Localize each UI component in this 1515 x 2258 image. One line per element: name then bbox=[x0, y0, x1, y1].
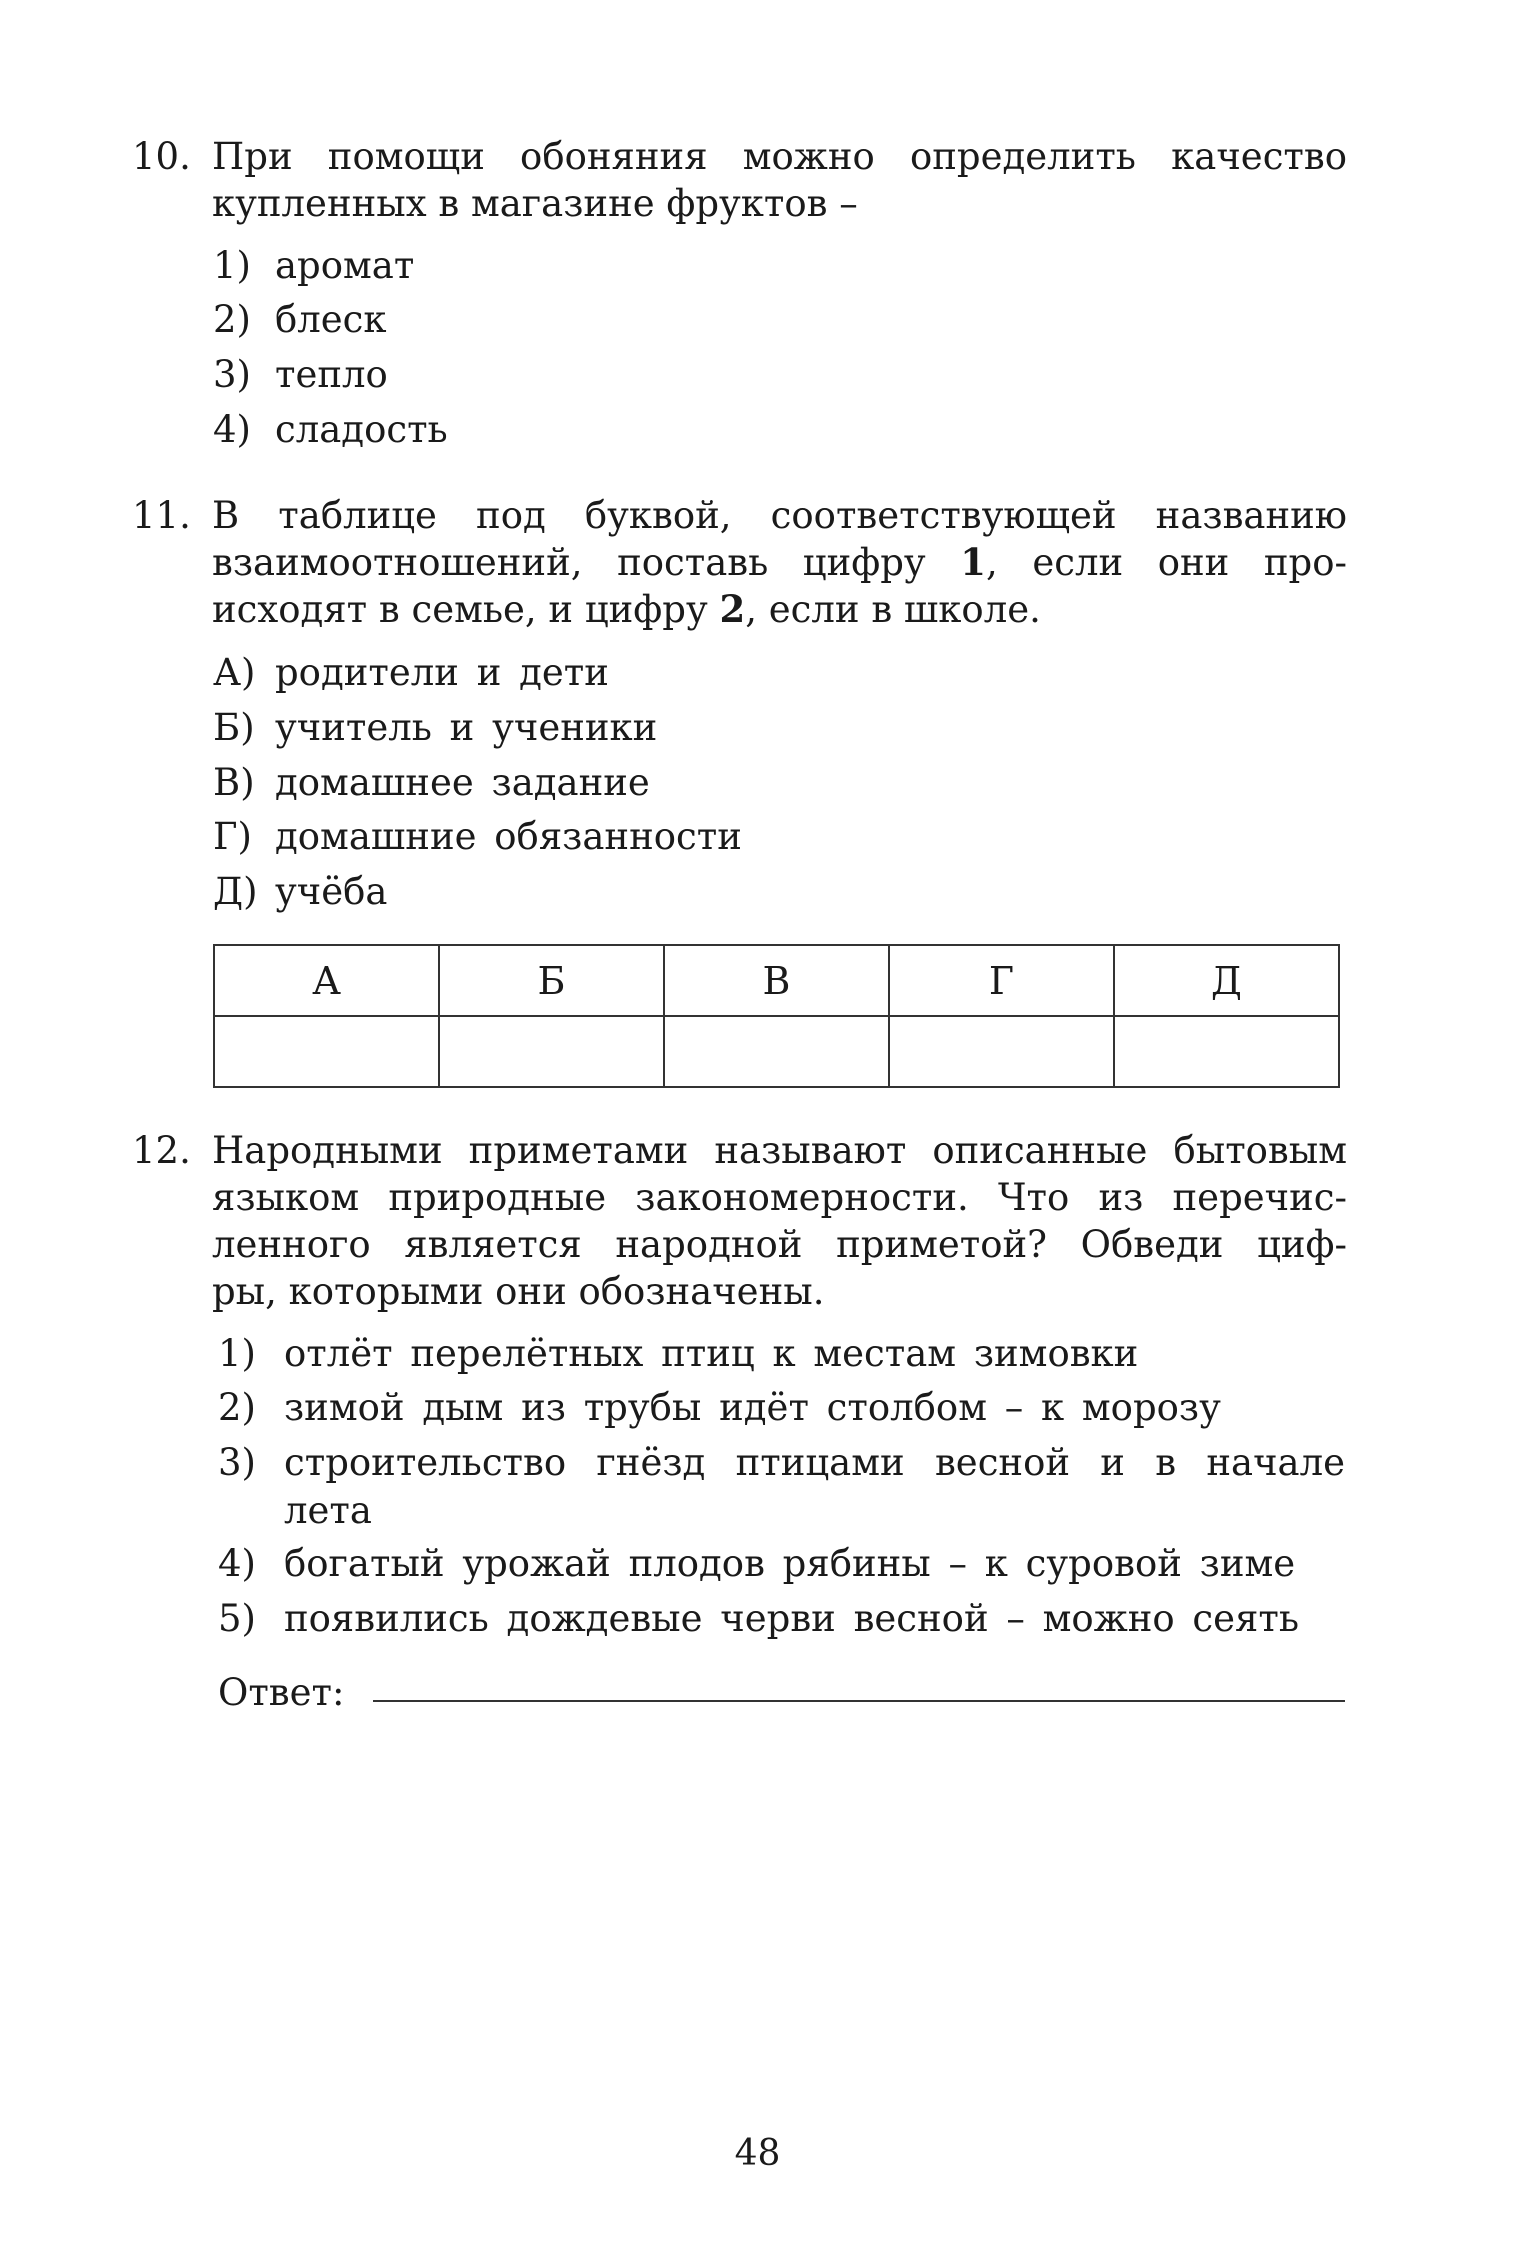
question-11-option-b: Б) учитель и ученики bbox=[213, 706, 658, 749]
answer-table-header-row bbox=[214, 945, 1339, 1016]
question-10-option-4: 4) сладость bbox=[213, 408, 448, 451]
question-10-number: 10. bbox=[132, 135, 191, 178]
question-11-line-3: исходят в семье, и цифру 2, если в школе. bbox=[212, 587, 1041, 631]
answer-cell-a[interactable] bbox=[214, 1016, 439, 1087]
question-10-line-1: При помощи обоняния можно определить качество bbox=[212, 135, 1347, 178]
answer-table-header-g: Г bbox=[889, 945, 1114, 1016]
question-11-number: 11. bbox=[132, 494, 191, 537]
question-11-option-a: А) родители и дети bbox=[213, 651, 609, 694]
question-10-option-3: 3) тепло bbox=[213, 353, 388, 396]
question-12-line-3: ленного является народной приметой? Обведи циф- bbox=[212, 1223, 1347, 1266]
answer-cell-d[interactable] bbox=[1114, 1016, 1339, 1087]
question-11-option-g: Г) домашние обязанности bbox=[213, 815, 742, 858]
answer-cell-g[interactable] bbox=[889, 1016, 1114, 1087]
question-11-line-2: взаимоотношений, поставь цифру 1, если они про- bbox=[212, 540, 1347, 584]
answer-cell-v[interactable] bbox=[664, 1016, 889, 1087]
question-12-line-1: Народными приметами называют описанные бытовым bbox=[212, 1129, 1347, 1172]
question-11-option-v: В) домашнее задание bbox=[213, 761, 650, 804]
question-10-option-2: 2) блеск bbox=[213, 298, 387, 341]
answer-table-header-v: В bbox=[664, 945, 889, 1016]
question-12-option-2: 2) зимой дым из трубы идёт столбом – к морозу bbox=[218, 1386, 1221, 1429]
question-12-line-2: языком природные закономерности. Что из перечис- bbox=[212, 1176, 1347, 1219]
question-12-option-3-continued: лета bbox=[284, 1489, 372, 1532]
question-12-option-3: 3) строительство гнёзд птицами весной и в начале bbox=[218, 1441, 1345, 1484]
answer-table-header-d: Д bbox=[1114, 945, 1339, 1016]
question-12-number: 12. bbox=[132, 1129, 191, 1172]
question-11-option-d: Д) учёба bbox=[213, 870, 388, 913]
answer-label: Ответ: bbox=[218, 1671, 345, 1714]
question-12-option-5: 5) появились дождевые черви весной – можно сеять bbox=[218, 1597, 1300, 1640]
question-12-line-4: ры, которыми они обозначены. bbox=[212, 1270, 825, 1313]
question-12-option-4: 4) богатый урожай плодов рябины – к суровой зиме bbox=[218, 1542, 1296, 1585]
question-11-line-1: В таблице под буквой, соответствующей названию bbox=[212, 494, 1347, 537]
question-10-line-2: купленных в магазине фруктов – bbox=[212, 182, 858, 225]
question-11-answer-table bbox=[213, 944, 1340, 1088]
answer-write-line[interactable] bbox=[373, 1700, 1345, 1702]
answer-cell-b[interactable] bbox=[439, 1016, 664, 1087]
question-10-option-1: 1) аромат bbox=[213, 244, 415, 287]
question-12-option-1: 1) отлёт перелётных птиц к местам зимовки bbox=[218, 1332, 1139, 1375]
answer-table-header-a: А bbox=[214, 945, 439, 1016]
answer-table-header-b: Б bbox=[439, 945, 664, 1016]
answer-table-input-row bbox=[214, 1016, 1339, 1087]
page-number: 48 bbox=[734, 2133, 781, 2174]
